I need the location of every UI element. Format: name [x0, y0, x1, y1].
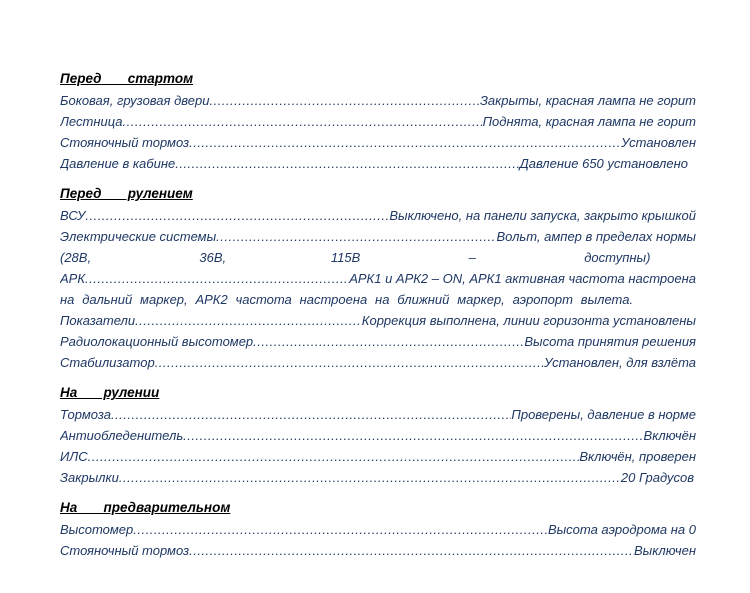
checklist-item-continuation [60, 289, 696, 310]
section-title: На предварительном [60, 500, 231, 515]
dot-leader [155, 352, 544, 373]
item-label: АРК [60, 271, 86, 286]
checklist-item [60, 467, 696, 488]
dot-leader [111, 404, 511, 425]
checklist-item [60, 153, 696, 174]
checklist-item [60, 111, 696, 132]
dot-leader [85, 205, 389, 226]
item-label: Лестница [60, 114, 123, 129]
dot-leader [119, 467, 621, 488]
item-value: АРК1 и АРК2 – ON, АРК1 активная частота настроена [349, 271, 696, 286]
section-taxiing [60, 382, 696, 488]
item-value: Установлен [621, 135, 696, 150]
section-preliminary [60, 497, 696, 561]
item-label: Тормоза [60, 407, 111, 422]
checklist-content [60, 68, 696, 570]
checklist-item [60, 90, 696, 111]
item-value: Высота принятия решения [524, 334, 696, 349]
item-value: Вольт, ампер в пределах нормы [496, 229, 696, 244]
item-value: Включён, проверен [579, 449, 696, 464]
item-label: Стояночный тормоз [60, 135, 190, 150]
item-label: Давление в кабине [60, 156, 176, 171]
item-value-continuation: (28В, 36В, 115В – доступны) [60, 250, 651, 265]
item-label: Боковая, грузовая двери [60, 93, 210, 108]
checklist-item [60, 404, 696, 425]
item-value: Проверены, давление в норме [511, 407, 696, 422]
item-value: Выключен [633, 543, 696, 558]
item-value: Выключено, на панели запуска, закрыто крышкой [389, 208, 696, 223]
dot-leader [209, 90, 479, 111]
item-label: Стабилизатор [60, 355, 155, 370]
checklist-item [60, 425, 696, 446]
checklist-item [60, 205, 696, 226]
checklist-item [60, 540, 696, 561]
section-before-start [60, 68, 696, 174]
item-label: Радиолокационный высотомер [60, 334, 254, 349]
item-label: Закрылки [60, 470, 119, 485]
section-before-taxi [60, 183, 696, 373]
checklist-item [60, 226, 696, 247]
dot-leader [85, 268, 349, 289]
dot-leader [133, 519, 548, 540]
item-label: Стояночный тормоз [60, 543, 190, 558]
item-value: Установлен, для взлёта [544, 355, 696, 370]
item-value: Закрыты, красная лампа не горит [479, 93, 696, 108]
section-title: Перед рулением [60, 186, 193, 201]
dot-leader [253, 331, 524, 352]
checklist-item [60, 519, 696, 540]
item-value: Давление 650 установлено [519, 156, 688, 171]
item-label: ИЛС [60, 449, 88, 464]
dot-leader [189, 132, 621, 153]
item-value: Высота аэродрома на 0 [547, 522, 696, 537]
section-title: Перед стартом [60, 71, 194, 86]
item-value: Включён [643, 428, 696, 443]
checklist-item [60, 446, 696, 467]
dot-leader [135, 310, 362, 331]
item-label: Антиобледенитель [60, 428, 184, 443]
dot-leader [189, 540, 634, 561]
checklist-item [60, 310, 696, 331]
item-value-continuation: на дальний маркер, АРК2 частота настроена на ближний маркер, аэропорт вылета. [60, 292, 634, 307]
item-value: Поднята, красная лампа не горит [482, 114, 696, 129]
item-value: Коррекция выполнена, линии горизонта установлены [361, 313, 696, 328]
checklist-item-continuation [60, 247, 696, 268]
checklist-item [60, 132, 696, 153]
item-value: 20 Градусов [620, 470, 694, 485]
checklist-item [60, 331, 696, 352]
dot-leader [88, 446, 580, 467]
checklist-item [60, 352, 696, 373]
item-label: Показатели [60, 313, 136, 328]
dot-leader [175, 153, 519, 174]
section-title: На рулении [60, 385, 160, 400]
item-label: Высотомер [60, 522, 134, 537]
dot-leader [123, 111, 483, 132]
dot-leader [183, 425, 643, 446]
item-label: Электрические системы [60, 229, 217, 244]
dot-leader [216, 226, 496, 247]
item-label: ВСУ [60, 208, 86, 223]
checklist-item [60, 268, 696, 289]
